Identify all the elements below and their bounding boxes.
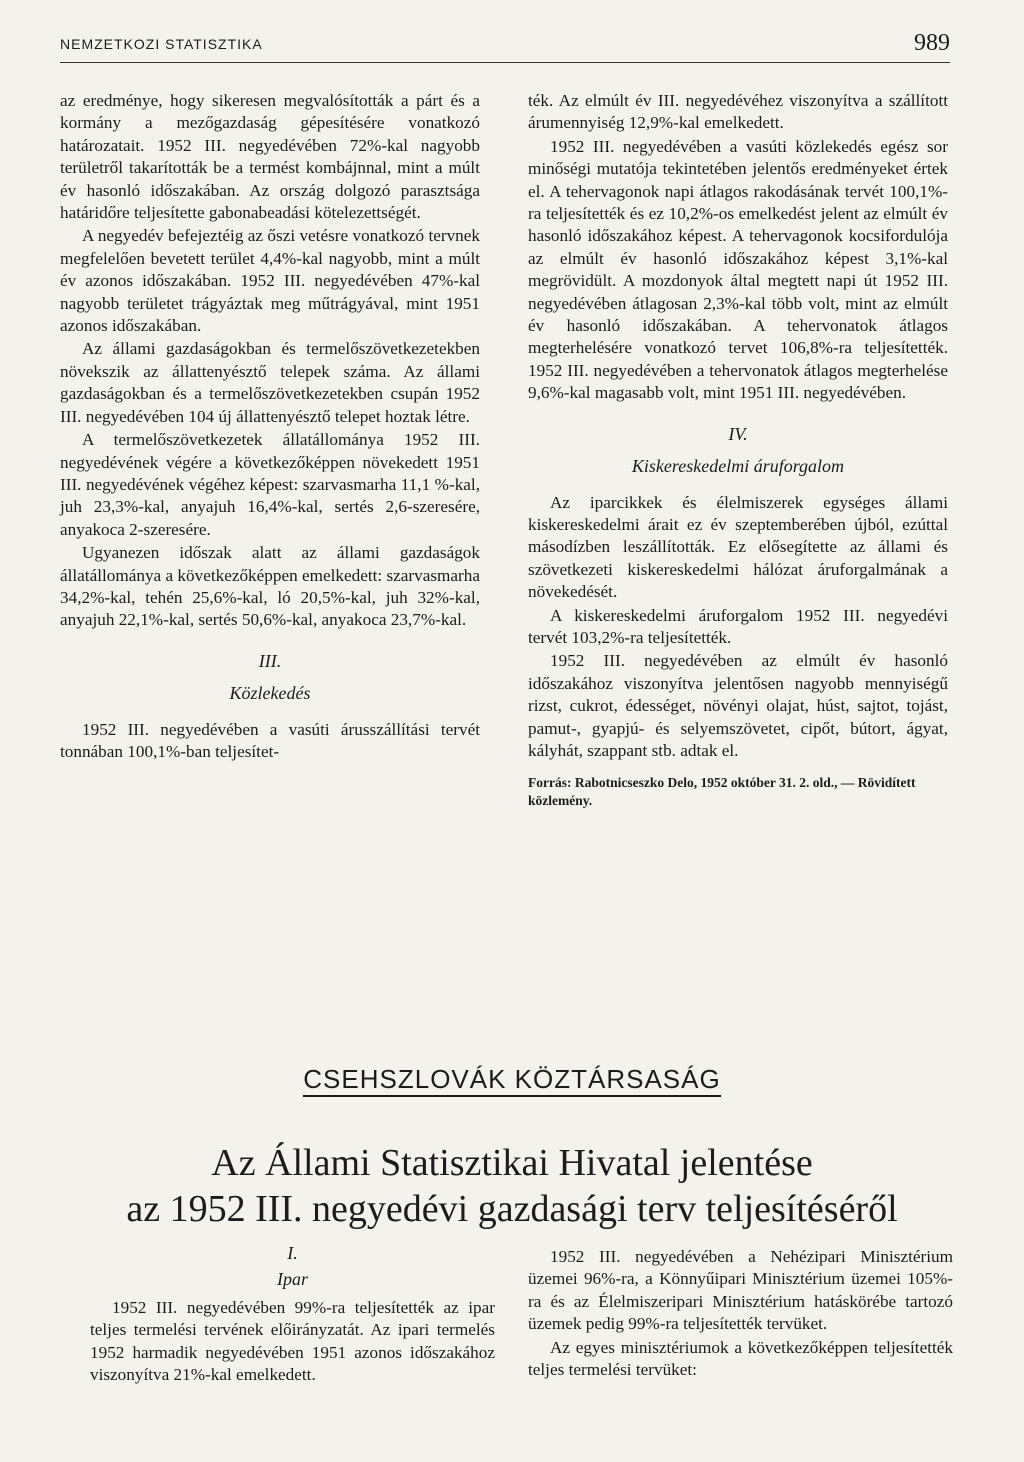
- page-number: 989: [914, 30, 950, 56]
- source-note: Forrás: Rabotnicseszko Delo, 1952 október 31. 2. old., — Rövidített közlemény.: [528, 775, 916, 809]
- paragraph: 1952 III. negyedévében 99%-ra teljesítették az ipar teljes termelési tervének előirányzatát. Az ipari termelés 1952 harmadik negyedévében 1951 azonos időszakához viszonyítva 21%-kal emelkedett.: [90, 1297, 495, 1385]
- section-number-iv: IV.: [728, 423, 748, 444]
- country-heading-text: CSEHSZLOVÁK KÖZTÁRSASÁG: [303, 1064, 720, 1097]
- section-title-ipar: Ipar: [277, 1269, 308, 1290]
- paragraph: A termelőszövetkezetek állatállománya 1952 III. negyedévének végére a következőképpen növekedett 1951 III. negyedévének végéhez képest: szarvasmarha 11,1 %-kal, juh 23,3%-kal, anyajuh 16,4%-kal, sertés 2,6-szeresére, anyakoca 2-szeresére.: [60, 430, 480, 539]
- bottom-left-column: [90, 1242, 495, 1387]
- top-right-column: [528, 90, 948, 810]
- paragraph: A negyedév befejeztéig az őszi vetésre vonatkozó tervnek megfelelően bevetett terület 4,4%-kal nagyobb, mint a múlt év azonos időszakában. 1952 III. negyedévében 47%-kal nagyobb területet trágyáztak meg műtrágyával, mint 1951 azonos időszakában.: [60, 226, 480, 336]
- section-number-i: I.: [287, 1243, 298, 1263]
- journal-title: NEMZETKOZI STATISZTIKA: [60, 36, 263, 52]
- paragraph: A kiskereskedelmi áruforgalom 1952 III. negyedévi tervét 103,2%-ra teljesítették.: [528, 605, 948, 647]
- paragraph: 1952 III. negyedévében a vasúti árusszállítási tervét tonnában 100,1%-ban teljesítet-: [60, 719, 480, 761]
- paragraph: Az egyes minisztériumok a következőképpen teljesítették teljes termelési tervüket:: [528, 1337, 953, 1380]
- bottom-right-column: [528, 1246, 953, 1382]
- paragraph: 1952 III. negyedévében a vasúti közlekedés egész sor minőségi mutatója tekintetében jelentős eredményeket értek el. A tehervagonok napi átlagos rakodásának tervét 100,1%-ra teljesítették és ez 10,2%-os emelkedést jelent az elmúlt év hasonló időszakához képest. A tehervagonok kocsifordulója az elmúlt év hasonló időszakához képest 3,1%-kal megrövidült. A mozdonyok által megtett napi út 1952 III. negyedévében átlagosan 2,3%-kal több volt, mint az elmúlt év hasonló időszakában. A tehervonatok átlagos megterhelésére vonatkozó tervet 106,8%-ra teljesítették. 1952 III. negyedévében a tehervonatok átlagos megterhelése 9,6%-kal magasabb volt, mint 1951 III. negyedévében.: [528, 136, 948, 403]
- paragraph: ték. Az elmúlt év III. negyedévéhez viszonyítva a szállított árumennyiség 12,9%-kal emelkedett.: [528, 91, 948, 133]
- running-head: [60, 30, 950, 63]
- paragraph: 1952 III. negyedévében a Nehézipari Minisztérium üzemei 96%-ra, a Könnyűipari Minisztérium üzemei 105%-ra és az Élelmiszeripari Minisztérium hatáskörébe tartozó üzemek pedig 99%-ra teljesítették tervüket.: [528, 1247, 953, 1334]
- paragraph: Ugyanezen időszak alatt az állami gazdaságok állatállománya a következőképpen emelkedett: szarvasmarha 34,2%-kal, tehén 25,6%-kal, ló 20,5%-kal, juh 32%-kal, anyajuh 22,1%-kal, sertés 50,6%-kal, anyakoca 23,7%-kal.: [60, 543, 480, 630]
- paragraph: 1952 III. negyedévében az elmúlt év hasonló időszakához viszonyítva jelentősen nagyobb mennyiségű rizst, cukrot, édességet, növényi olajat, húst, sajtot, tojást, pamut-, gyapjú- és selyemszövetet, cipőt, bútort, ágyat, kályhát, szappant stb. adtak el.: [528, 651, 948, 760]
- article-title-line-1: Az Állami Statisztikai Hivatal jelentése: [211, 1142, 813, 1184]
- paragraph: Az állami gazdaságokban és termelőszövetkezetekben növekszik az állattenyésztő telepek száma. Az állami gazdaságokban és a termelőszövetkezetekben csupán 1952 III. negyedévében 104 új állattenyésztő telepet hoztak létre.: [60, 339, 480, 426]
- paragraph: az eredménye, hogy sikeresen megvalósították a párt és a kormány a mezőgazdaság gépesítésére vonatkozó határozatait. 1952 III. negyedévében 72%-kal nagyobb területről takarították be a termést kombájnnal, mint a múlt év hasonló időszakában. Az ország dolgozó parasztsága határidőre teljesítette gabonabeadási kötelezettségét.: [60, 91, 480, 223]
- article-title-line-2: az 1952 III. negyedévi gazdasági terv teljesítéséről: [126, 1188, 898, 1230]
- section-number-iii: III.: [258, 650, 282, 671]
- top-left-column: [60, 90, 480, 764]
- section-title-kozlekedes: Közlekedés: [229, 683, 311, 704]
- paragraph: Az iparcikkek és élelmiszerek egységes állami kiskereskedelmi árait ez év szeptemberében újból, ezúttal másodízben leszállították. Ez elősegítette az állami és szövetkezeti kiskereskedelmi hálózat áruforgalmának a növekedését.: [528, 492, 948, 602]
- country-heading: [0, 1064, 1024, 1095]
- section-title-kiskereskedelem: Kiskereskedelmi áruforgalom: [631, 456, 845, 477]
- article-title: [0, 1140, 1024, 1232]
